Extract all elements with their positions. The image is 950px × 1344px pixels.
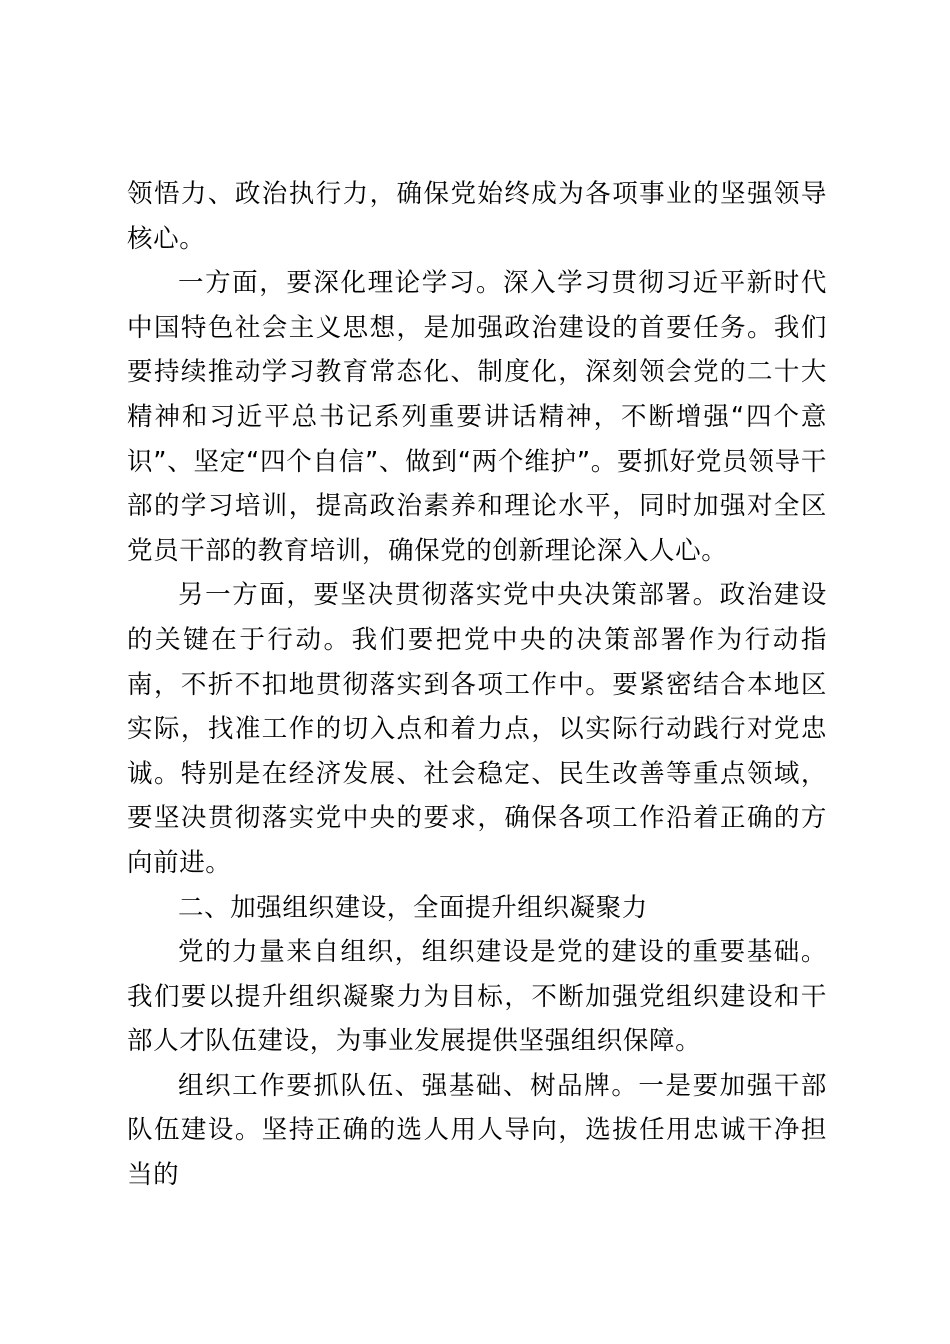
paragraph-theory-study: 一方面，要深化理论学习。深入学习贯彻习近平新时代中国特色社会主义思想，是加强政治建设的首要任务。我们要持续推动学习教育常态化、制度化，深刻领会党的二十大精神和习近平总书记系列重要讲话精神，不断增强“四个意识”、坚定“四个自信”、做到“两个维护”。要抓好党员领导干部的学习培训，提高政治素养和理论水平，同时加强对全区党员干部的教育培训，确保党的创新理论深入人心。 — [127, 268, 827, 566]
paragraph-continuation: 领悟力、政治执行力，确保党始终成为各项事业的坚强领导核心。 — [127, 179, 827, 254]
paragraph-organization-intro: 党的力量来自组织，组织建设是党的建设的重要基础。我们要以提升组织凝聚力为目标，不断加强党组织建设和干部人才队伍建设，为事业发展提供坚强组织保障。 — [127, 937, 827, 1057]
section-heading: 二、加强组织建设，全面提升组织凝聚力 — [178, 892, 648, 923]
paragraph-organization-work: 组织工作要抓队伍、强基础、树品牌。一是要加强干部队伍建设。坚持正确的选人用人导向，选拔任用忠诚干净担当的 — [127, 1070, 827, 1191]
body-text — [127, 172, 827, 1198]
paragraph-implementation: 另一方面，要坚决贯彻落实党中央决策部署。政治建设的关键在于行动。我们要把党中央的决策部署作为行动指南，不折不扣地贯彻落实到各项工作中。要紧密结合本地区实际，找准工作的切入点和着力点，以实际行动践行对党忠诚。特别是在经济发展、社会稳定、民生改善等重点领域，要坚决贯彻落实党中央的要求，确保各项工作沿着正确的方向前进。 — [127, 580, 827, 878]
